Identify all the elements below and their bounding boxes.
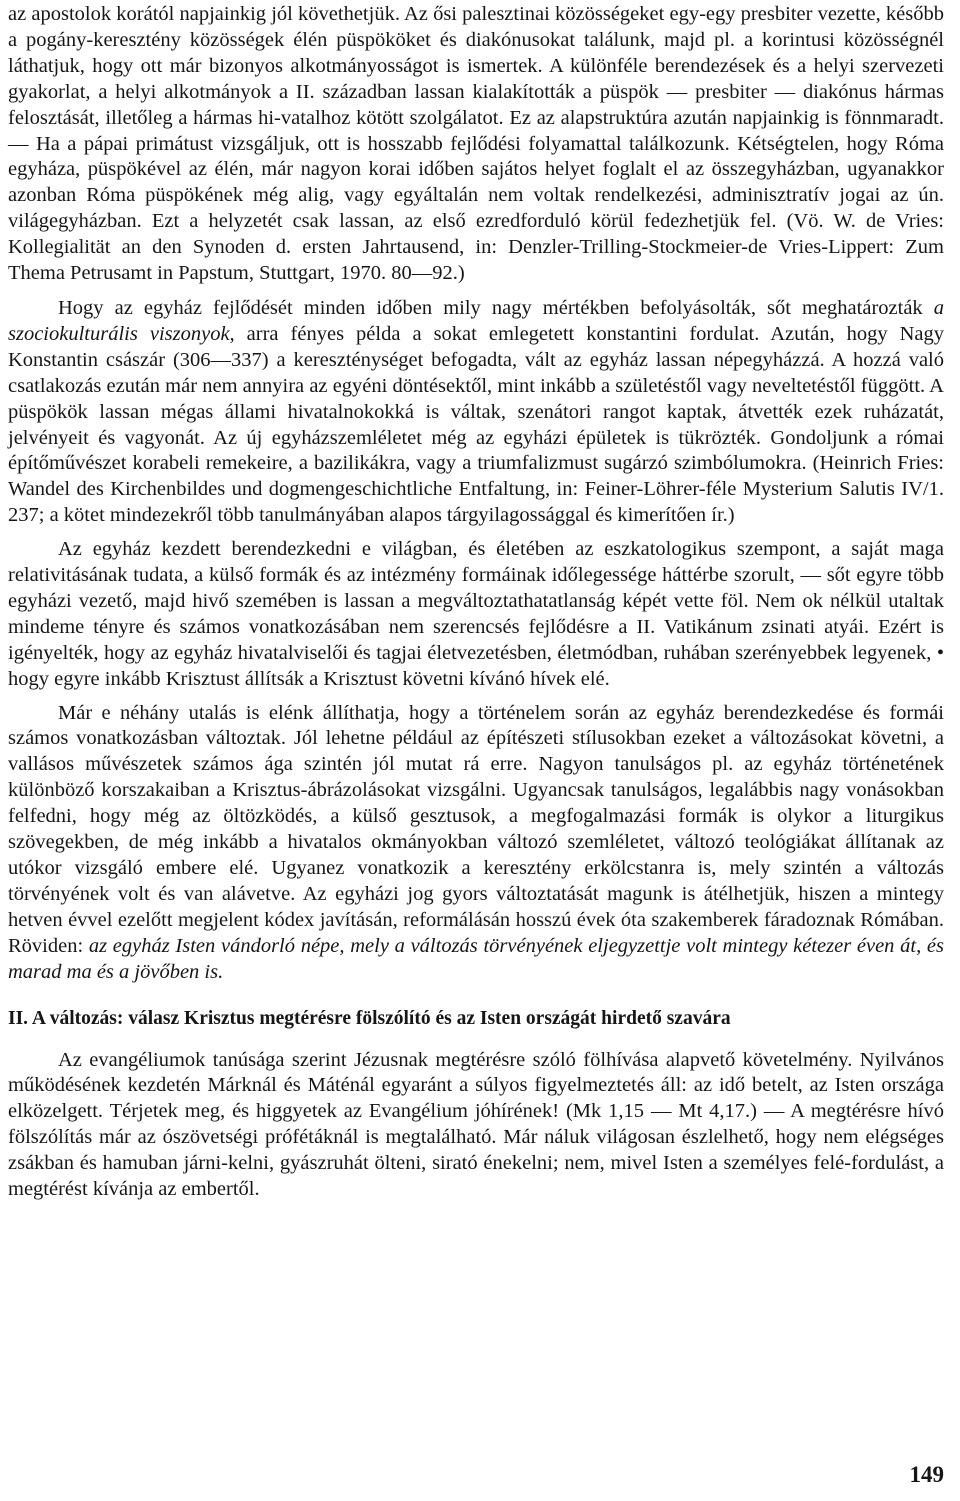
paragraph-change-emphasis: az egyház Isten vándorló népe, mely a változás törvényének eljegyzettje volt mintegy kétezer éven át, és marad ma és a jövőben is. (8, 934, 944, 983)
paragraph-change-text: Már e néhány utalás is elénk állíthatja, hogy a történelem során az egyház berendezkedése és formái számos vonatkozásban változtak. Jól lehetne például az építészeti stílusokban ezeket a változásokat követni, a vallásos művészetek számos ága szintén jól mutat rá erre. Nagyon tanulságos pl. az egyház történetének különböző korszakaiban a Krisztus-ábrázolásokat vizsgálni. Ugyancsak tanulságos, legalábbis nagy vonásokban felfedni, hogy még az öltözködés, a külső gesztusok, a megfogalmazási formák is olykor a liturgikus szövegekben, de még inkább a hivatalos okmányokban változó szemléletet, változó teológiákat állítanak az utókor vizsgáló embere elé. Ugyanez vonatkozik a keresztény erkölcstanra is, mely szintén a változás törvényének volt és van alávetve. Az egyházi jog gyors változtatását magunk is átélhetjük, hiszen a mintegy hetven évvel ezelőtt megjelent kódex javításán, reformálásán hosszú évek óta szakemberek fáradoznak Rómában. Röviden: (8, 701, 944, 957)
paragraph-sociocultural-text-1: Hogy az egyház fejlődését minden időben mily nagy mértékben befolyásolták, sőt meghatározták (58, 296, 934, 319)
paragraph-continuation-text: az apostolok korától napjainkig jól követhetjük. Az ősi palesztinai közösségeket egy-egy presbiter vezette, később a pogány-keresztény közösségek élén püspököket és diakónusokat találunk, majd pl. a korintusi közösségnél láthatjuk, hogy ott már bizonyos alkotmányosságot is ismertek. A különféle berendezések és a helyi szervezeti gyakorlat, a helyi alkotmányok a II. században lassan kialakították a püspök — presbiter — diakónus hármas felosztását, illetőleg a hármas hi-vatalhoz kötött szolgálatot. Ez az alapstruktúra azután napjainkig is fönnmaradt. — Ha a pápai primátust vizsgáljuk, ott is hosszabb fejlődési folyamattal találkozunk. Kétségtelen, hogy Róma egyháza, püspökével az élén, már nagyon korai időben sajátos helyet foglalt el az összegyházban, ugyanakkor azonban Róma püspökének még alig, vagy egyáltalán nem voltak rendelkezési, adminisztratív jogai az ún. világegyházban. Ezt a helyzetét csak lassan, az első ezredforduló körül fedezhetjük fel. (Vö. W. de Vries: Kollegialität an den Synoden d. ersten Jahrtausend, in: Denzler-Trilling-Stockmeier-de Vries-Lippert: Zum Thema Petrusamt in Papstum, Stuttgart, 1970. 80—92.) (8, 3, 944, 285)
paragraph-change (8, 701, 944, 986)
paragraph-sociocultural-text-2: arra fényes példa a sokat emlegetett konstantini fordulat. Azután, hogy Nagy Konstantin császár (306—337) a kereszténységet befogadta, vált az egyház lassan népegyházzá. A hozzá való csatlakozás ezután már nem annyira az egyéni döntésektől, mint inkább a születéstől vagy neveltetéstől függött. A püspökök lassan mégas állami hivatalnokokká is váltak, szenátori rangot kaptak, átvették ezek ruházatát, jelvényeit és vagyonát. Az új egyházszemléletet még az egyházi épületek is tükrözték. Gondoljunk a római építőművészet korabeli remekeire, a bazilikákra, vagy a triumfalizmust sugárzó szimbólumokra. (Heinrich Fries: Wandel des Kirchenbildes und dogmengeschichtliche Entfaltung, in: Feiner-Löhrer-féle Mysterium Salutis IV/1. 237; a kötet mindezekről több tanulmányában alapos tárgyilagossággal és kimerítően ír.) (8, 322, 944, 527)
page-number: 149 (909, 1462, 944, 1487)
paragraph-continuation (8, 2, 944, 287)
paragraph-gospels (8, 1048, 944, 1203)
document-page (8, 2, 944, 1203)
paragraph-gospels-text: Az evangéliumok tanúsága szerint Jézusnak megtérésre szóló fölhívása alapvető követelmény. Nyilvános működésének kezdetén Márknál és Máténál egyaránt a súlyos figyelmeztetés áll: az idő betelt, az Isten országa elközelgett. Térjetek meg, és higgyetek az Evangélium jóhírének! (Mk 1,15 — Mt 4,17.) — A megtérésre hívó fölszólítás már az ószövetségi prófétáknál is megtalálható. Már náluk világosan észlelhető, hogy nem elégséges zsákban és hamuban járni-kelni, gyászruhát ölteni, sirató énekelni; nem, mivel Isten a személyes felé-fordulást, a megtérést kívánja az embertől. (8, 1048, 944, 1201)
paragraph-sociocultural-emphasis: a szociokulturális viszonyok, (8, 296, 944, 345)
paragraph-establishment-text: Az egyház kezdett berendezkedni e világban, és életében az eszkatologikus szempont, a saját maga relativitásának tudata, a külső formák és az intézmény formáinak időlegessége háttérbe szorult, — sőt egyre több egyházi vezető, majd hivő szemében is lassan a megváltoztathatatlanság képét vette föl. Nem ok nélkül utaltak mindeme tényre és számos vonatkozásában nem szerencsés fejlődésre a II. Vatikánum zsinati atyái. Ezért is igényelték, hogy az egyház hivatalviselői és tagjai életvezetésben, életmódban, ruhában szerényebbek legyenek, • hogy egyre inkább Krisztust állítsák a Krisztust követni kívánó hívek elé. (8, 538, 944, 690)
section-heading: II. A változás: válasz Krisztus megtérésre fölszólító és az Isten országát hirdető szavára (8, 1007, 731, 1029)
paragraph-establishment (8, 537, 944, 692)
paragraph-sociocultural (8, 296, 944, 529)
